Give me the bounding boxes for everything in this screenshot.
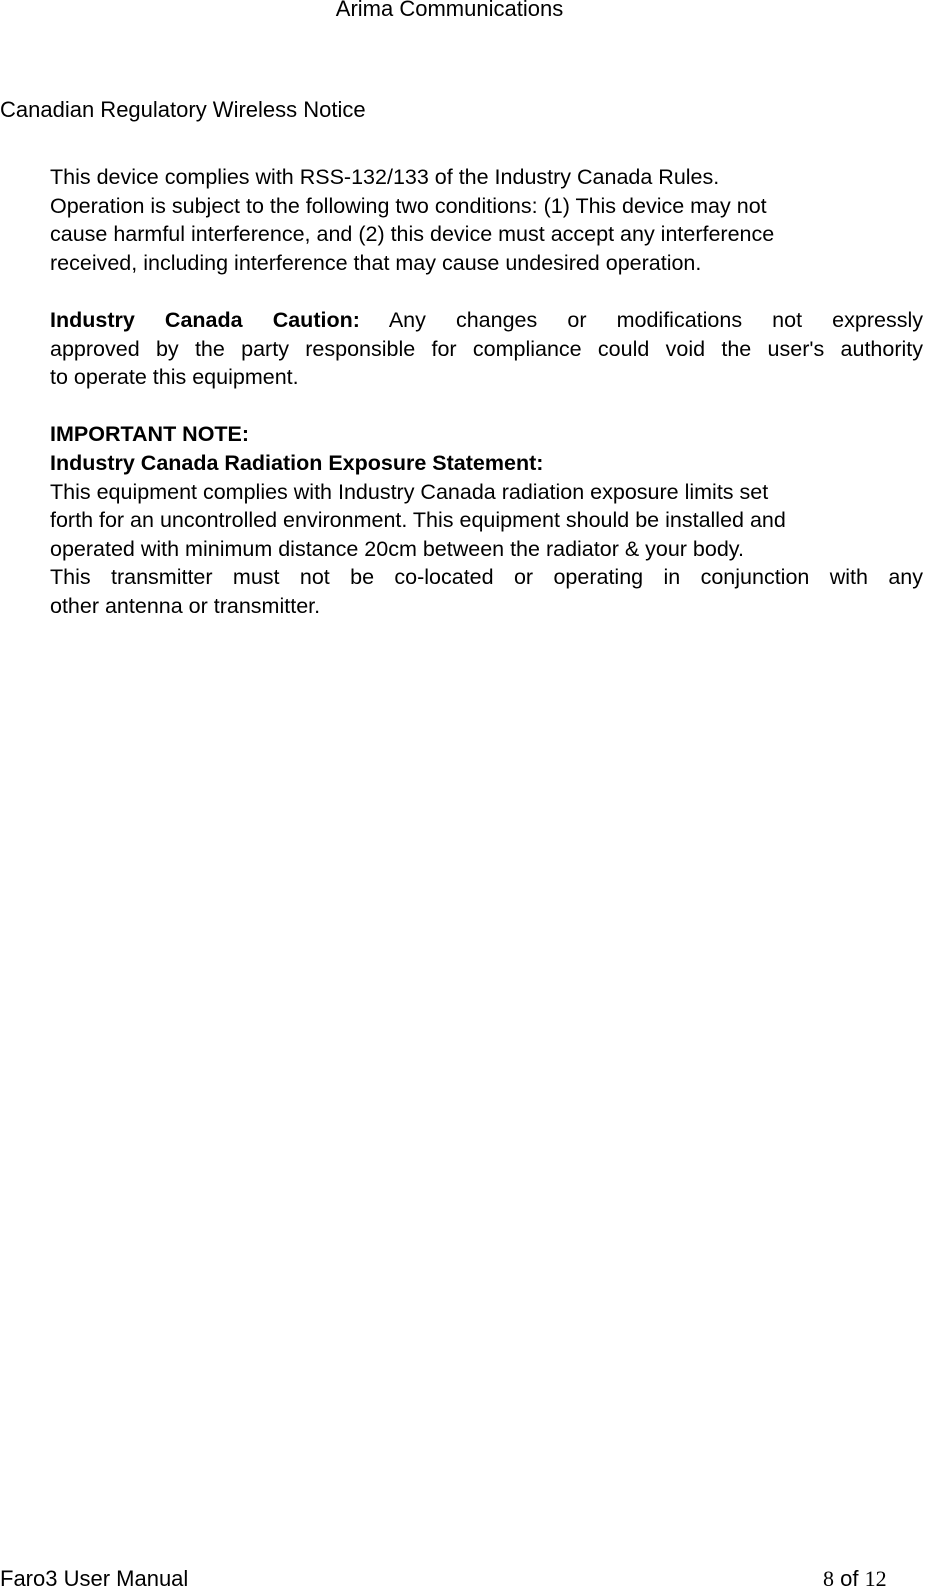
footer-manual-name: Faro3 User Manual — [0, 1566, 189, 1591]
compliance-line: cause harmful interference, and (2) this device must accept any interference — [50, 222, 775, 247]
compliance-line: Operation is subject to the following two conditions: (1) This device may not — [50, 193, 767, 218]
footer-page-number — [823, 1566, 887, 1592]
transmitter-paragraph — [50, 563, 923, 620]
caution-text: Any changes or modifications not expressly — [388, 307, 923, 332]
transmitter-line: This transmitter must not be co-located or operating in conjunction with any — [50, 565, 923, 590]
radiation-line: forth for an uncontrolled environment. This equipment should be installed and — [50, 508, 786, 533]
section-title: Canadian Regulatory Wireless Notice — [0, 97, 366, 122]
caution-label: Industry Canada Caution: — [50, 307, 360, 332]
company-name: Arima Communications — [335, 0, 564, 21]
caution-line — [50, 306, 923, 335]
radiation-statement-heading: Industry Canada Radiation Exposure Statement: — [50, 450, 544, 475]
page-total: 12 — [864, 1566, 887, 1591]
caution-paragraph — [50, 306, 923, 392]
compliance-line: received, including interference that may cause undesired operation. — [50, 250, 702, 275]
important-note — [50, 420, 939, 563]
caution-line: approved by the party responsible for compliance could void the user's authority — [50, 336, 923, 361]
compliance-paragraph — [50, 163, 939, 277]
radiation-line: This equipment complies with Industry Canada radiation exposure limits set — [50, 479, 769, 504]
radiation-line: operated with minimum distance 20cm between the radiator & your body. — [50, 536, 744, 561]
page-current: 8 — [823, 1566, 834, 1591]
compliance-line: This device complies with RSS-132/133 of the Industry Canada Rules. — [50, 165, 720, 189]
page-of: of — [840, 1566, 859, 1591]
caution-line: to operate this equipment. — [50, 365, 299, 390]
document-body — [50, 163, 939, 621]
transmitter-line: other antenna or transmitter. — [50, 593, 321, 618]
important-heading: IMPORTANT NOTE: — [50, 422, 250, 447]
page-header — [0, 0, 899, 22]
